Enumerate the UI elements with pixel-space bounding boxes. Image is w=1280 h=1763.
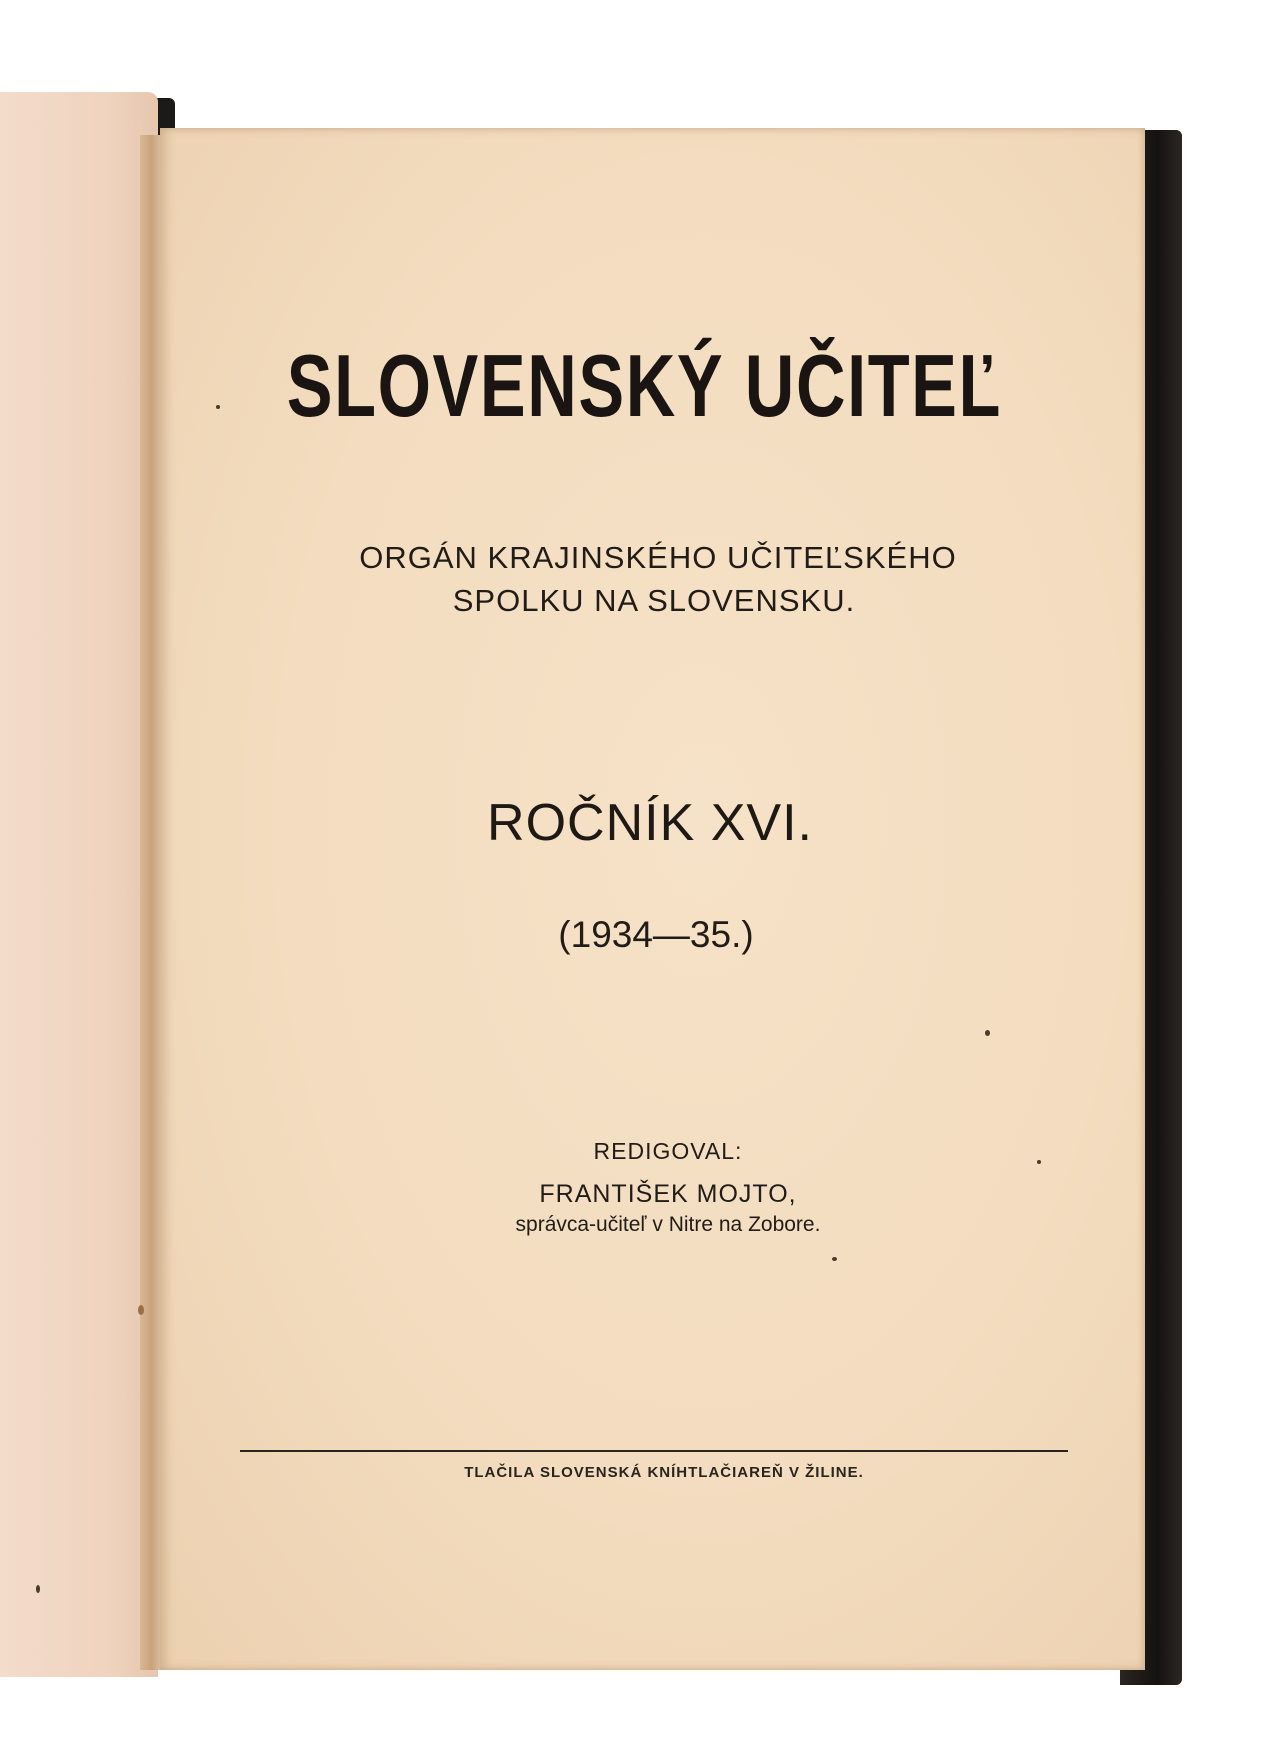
paper-speck [138,1305,144,1315]
editor-name: FRANTIŠEK MOJTO, [539,1180,797,1208]
volume-years: (1934—35.) [558,914,754,955]
subtitle-line-2: SPOLKU NA SLOVENSKU. [452,583,856,618]
book-title: SLOVENSKÝ UČITEĽ [286,336,1003,435]
volume-number: ROČNÍK XVI. [487,794,813,852]
editor-role: správca-učiteľ v Nitre na Zobore. [515,1213,821,1236]
paper-speck [832,1257,837,1261]
left-page [0,92,158,1677]
subtitle-line-1: ORGÁN KRAJINSKÉHO UČITEĽSKÉHO [359,540,957,575]
printer-divider [240,1450,1068,1452]
paper-speck [985,1030,990,1036]
paper-speck [36,1585,40,1593]
paper-speck [1037,1160,1041,1164]
editor-label: REDIGOVAL: [593,1138,743,1164]
paper-speck [216,405,220,409]
printer-line: TLAČILA SLOVENSKÁ KNÍHTLAČIAREŇ V ŽILINE. [464,1464,864,1481]
